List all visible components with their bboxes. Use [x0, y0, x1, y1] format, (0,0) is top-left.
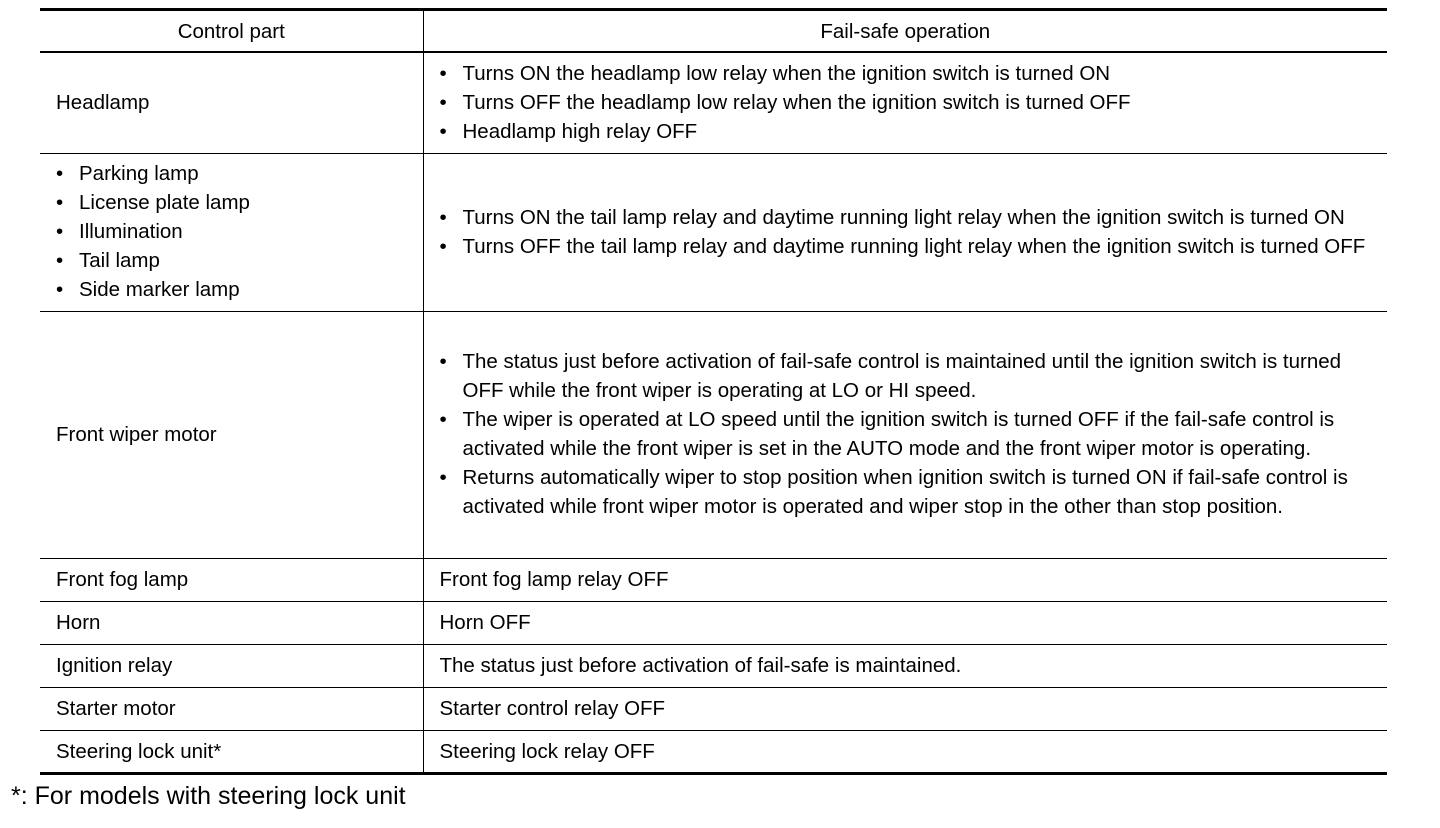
operation-item: • Turns OFF the headlamp low relay when the ignition switch is turned OFF: [440, 88, 1376, 117]
control-part-cell: Horn: [40, 601, 423, 644]
operation-cell: Horn OFF: [439, 611, 531, 634]
control-part-cell: Front fog lamp: [40, 558, 423, 601]
header-control-part: Control part: [40, 10, 423, 53]
bullet-icon: •: [439, 90, 447, 114]
operation-cell: [423, 153, 1387, 311]
operation-list: [440, 59, 1376, 146]
table-row-parking-lamp: [40, 153, 1387, 311]
control-part-text: Front wiper motor: [56, 423, 217, 446]
bullet-icon: •: [439, 61, 447, 85]
bullet-icon: •: [439, 408, 447, 431]
footnote: *: For models with steering lock unit: [11, 782, 406, 810]
table-row-front-wiper-motor: [40, 311, 1387, 558]
operation-cell: [423, 52, 1387, 153]
operation-item: • The wiper is operated at LO speed until the ignition switch is turned OFF if the fail-safe control is activated while the front wiper is set in the AUTO mode and the front wiper motor is operating.: [440, 405, 1376, 463]
fail-safe-table: [40, 8, 1387, 775]
bullet-icon: •: [439, 205, 447, 229]
control-part-list: [56, 159, 423, 304]
control-part-cell: Ignition relay: [40, 644, 423, 687]
operation-cell: The status just before activation of fail-safe is maintained.: [439, 654, 962, 677]
table-row-headlamp: [40, 52, 1387, 153]
bullet-icon: •: [56, 162, 64, 185]
control-part-item: • License plate lamp: [56, 188, 423, 217]
operation-item: • The status just before activation of fail-safe control is maintained until the ignition switch is turned OFF while the front wiper is operating at LO or HI speed.: [440, 347, 1376, 405]
control-part-cell: [40, 52, 423, 153]
operation-item: • Turns OFF the tail lamp relay and daytime running light relay when the ignition switch is turned OFF: [440, 232, 1376, 261]
operation-cell: Starter control relay OFF: [439, 697, 666, 720]
table-row-front-fog-lamp: [40, 558, 1387, 601]
control-part-item: • Tail lamp: [56, 246, 423, 275]
bullet-icon: •: [439, 350, 447, 373]
operation-item: • Turns ON the tail lamp relay and daytime running light relay when the ignition switch is turned ON: [440, 203, 1376, 232]
operation-item: • Returns automatically wiper to stop position when ignition switch is turned ON if fail-safe control is activated while front wiper motor is operated and wiper stop in the other than stop position.: [440, 463, 1376, 521]
control-part-text: Headlamp: [56, 91, 150, 115]
bullet-icon: •: [439, 119, 447, 143]
bullet-icon: •: [56, 249, 64, 272]
control-part-cell: [40, 153, 423, 311]
operation-cell: Steering lock relay OFF: [439, 739, 655, 763]
table-header-row: [40, 10, 1387, 53]
control-part-item: • Illumination: [56, 217, 423, 246]
control-part-cell: Steering lock unit*: [40, 730, 423, 773]
operation-list: [440, 347, 1376, 521]
control-part-cell: Starter motor: [40, 687, 423, 730]
bullet-icon: •: [56, 220, 64, 243]
table-row-steering-lock-unit: [40, 730, 1387, 773]
control-part-cell: [40, 311, 423, 558]
operation-item: • Headlamp high relay OFF: [440, 117, 1376, 146]
bullet-icon: •: [56, 278, 64, 301]
header-fail-safe-operation: Fail-safe operation: [820, 19, 991, 43]
control-part-item: • Parking lamp: [56, 159, 423, 188]
operation-cell: Front fog lamp relay OFF: [439, 568, 669, 591]
table-row-starter-motor: [40, 687, 1387, 730]
table-row-horn: [40, 601, 1387, 644]
bullet-icon: •: [439, 466, 447, 489]
operation-list: [440, 203, 1376, 261]
bullet-icon: •: [56, 191, 64, 214]
table-row-ignition-relay: [40, 644, 1387, 687]
operation-item: • Turns ON the headlamp low relay when the ignition switch is turned ON: [440, 59, 1376, 88]
operation-cell: [423, 311, 1387, 558]
control-part-item: • Side marker lamp: [56, 275, 423, 304]
bullet-icon: •: [439, 234, 447, 258]
